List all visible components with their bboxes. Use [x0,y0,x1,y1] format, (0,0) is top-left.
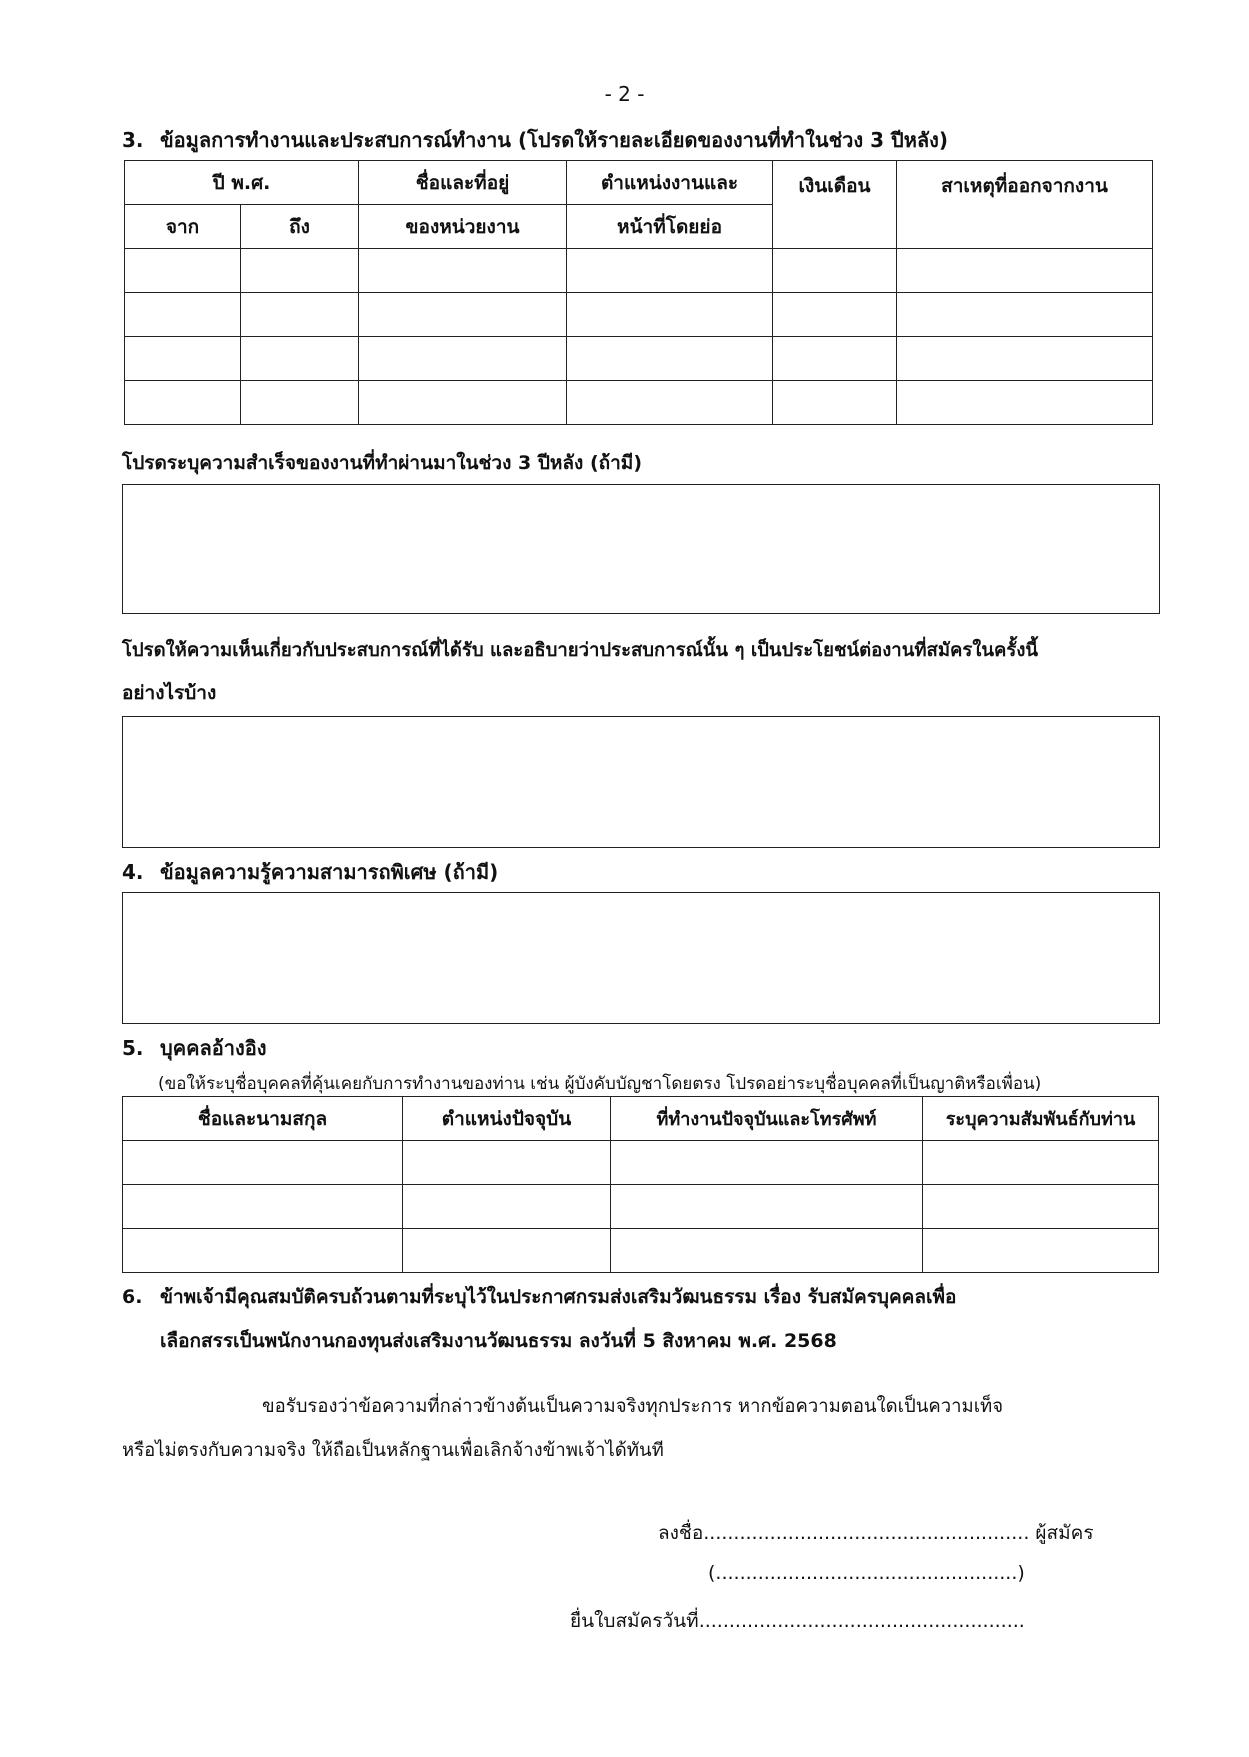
cell-org[interactable] [359,249,567,293]
cell-from[interactable] [125,381,241,425]
header-workplace-phone: ที่ทำงานปัจจุบันและโทรศัพท์ [611,1097,923,1141]
header-relationship: ระบุความสัมพันธ์กับท่าน [923,1097,1159,1141]
cell-position[interactable] [567,337,773,381]
cell-to[interactable] [241,337,359,381]
section5-number: 5. [122,1036,144,1060]
cell-salary[interactable] [773,337,897,381]
table-row [123,1141,1159,1185]
cell-to[interactable] [241,293,359,337]
header-to: ถึง [241,205,359,249]
cell-salary[interactable] [773,381,897,425]
header-salary: เงินเดือน [773,161,897,249]
sign-dots[interactable]: ...................................................... [703,1522,1030,1544]
cell-from[interactable] [125,293,241,337]
cell-from[interactable] [125,337,241,381]
table-row [125,249,1153,293]
section6-line1-text: ข้าพเจ้ามีคุณสมบัติครบถ้วนตามที่ระบุไว้ในประกาศกรมส่งเสริมวัฒนธรรม เรื่อง รับสมัครบุคคลเพื่อ [160,1286,957,1308]
section3-title-text: ข้อมูลการทำงานและประสบการณ์ทำงาน (โปรดให้รายละเอียดของงานที่ทำในช่วง 3 ปีหลัง) [160,128,949,152]
header-year: ปี พ.ศ. [125,161,359,205]
header-from: จาก [125,205,241,249]
header-position-line1: ตำแหน่งงานและ [567,161,773,205]
section4-title [122,856,498,888]
table-row [123,1185,1159,1229]
page-number: - 2 - [604,82,645,106]
section4-title-text: ข้อมูลความรู้ความสามารถพิเศษ (ถ้ามี) [160,860,499,884]
opinion-label-line2: อย่างไรบ้าง [122,682,217,704]
section3-number: 3. [122,128,144,152]
achievements-field[interactable] [122,484,1160,614]
section6-number: 6. [122,1286,143,1308]
cell-reason[interactable] [897,381,1153,425]
cell-workplace-phone[interactable] [611,1229,923,1273]
cell-reason[interactable] [897,293,1153,337]
certification-line1: ขอรับรองว่าข้อความที่กล่าวข้างต้นเป็นความจริงทุกประการ หากข้อความตอนใดเป็นความเท็จ [262,1396,1004,1417]
work-history-table [124,160,1153,425]
section6-line1 [122,1282,956,1312]
cell-org[interactable] [359,293,567,337]
signature-name-paren[interactable]: (..................................................) [708,1562,1025,1584]
certification-line2: หรือไม่ตรงกับความจริง ให้ถือเป็นหลักฐานเพื่อเลิกจ้างข้าพเจ้าได้ทันที [122,1440,664,1461]
header-org-line1: ชื่อและที่อยู่ [359,161,567,205]
header-fullname: ชื่อและนามสกุล [123,1097,403,1141]
cell-current-position[interactable] [403,1185,611,1229]
cell-reason[interactable] [897,249,1153,293]
cell-fullname[interactable] [123,1185,403,1229]
cell-to[interactable] [241,249,359,293]
cell-from[interactable] [125,249,241,293]
table-row [125,381,1153,425]
section5-note: (ขอให้ระบุชื่อบุคคลที่คุ้นเคยกับการทำงานของท่าน เช่น ผู้บังคับบัญชาโดยตรง โปรดอย่าระบุชื่อบุคคลที่เป็นญาติหรือเพื่อน) [158,1074,1042,1094]
cell-position[interactable] [567,293,773,337]
cell-fullname[interactable] [123,1141,403,1185]
special-skills-field[interactable] [122,892,1160,1024]
header-current-position: ตำแหน่งปัจจุบัน [403,1097,611,1141]
applicant-label: ผู้สมัคร [1035,1522,1094,1544]
submission-date-line [570,1606,1025,1636]
cell-org[interactable] [359,381,567,425]
date-label: ยื่นใบสมัครวันที่ [570,1610,699,1632]
table-row [123,1229,1159,1273]
section4-number: 4. [122,860,144,884]
cell-current-position[interactable] [403,1229,611,1273]
sign-label: ลงชื่อ [658,1522,704,1544]
cell-position[interactable] [567,381,773,425]
table-row [125,293,1153,337]
cell-position[interactable] [567,249,773,293]
signature-line [658,1518,1094,1548]
opinion-label-line1: โปรดให้ความเห็นเกี่ยวกับประสบการณ์ที่ได้รับ และอธิบายว่าประสบการณ์นั้น ๆ เป็นประโยชน์ต่องานที่สมัครในครั้งนี้ [122,640,1039,661]
date-dots[interactable]: ...................................................... [698,1610,1025,1632]
cell-org[interactable] [359,337,567,381]
cell-relationship[interactable] [923,1141,1159,1185]
header-org-line2: ของหน่วยงาน [359,205,567,249]
cell-relationship[interactable] [923,1185,1159,1229]
table-row [125,337,1153,381]
section5-title-text: บุคคลอ้างอิง [160,1036,267,1060]
references-table [122,1096,1159,1273]
section5-title [122,1032,267,1064]
header-reason: สาเหตุที่ออกจากงาน [897,161,1153,249]
cell-salary[interactable] [773,249,897,293]
cell-relationship[interactable] [923,1229,1159,1273]
cell-current-position[interactable] [403,1141,611,1185]
section6-line2: เลือกสรรเป็นพนักงานกองทุนส่งเสริมงานวัฒนธรรม ลงวันที่ 5 สิงหาคม พ.ศ. 2568 [160,1330,837,1352]
cell-to[interactable] [241,381,359,425]
opinion-field[interactable] [122,716,1160,848]
cell-reason[interactable] [897,337,1153,381]
cell-salary[interactable] [773,293,897,337]
header-position-line2: หน้าที่โดยย่อ [567,205,773,249]
section3-title [122,124,948,156]
cell-workplace-phone[interactable] [611,1141,923,1185]
achievements-label: โปรดระบุความสำเร็จของงานที่ทำผ่านมาในช่วง 3 ปีหลัง (ถ้ามี) [122,452,643,474]
cell-fullname[interactable] [123,1229,403,1273]
cell-workplace-phone[interactable] [611,1185,923,1229]
